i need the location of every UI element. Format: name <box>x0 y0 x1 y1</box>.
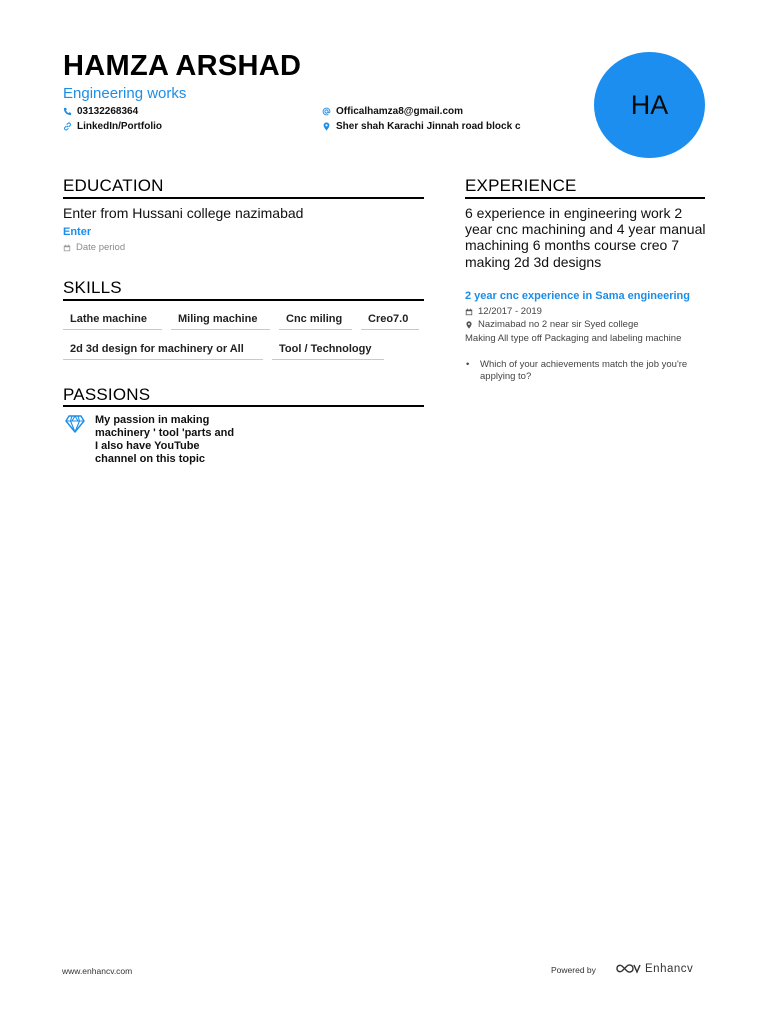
skill-tag: Tool / Technology <box>272 343 384 360</box>
diamond-icon <box>65 415 85 433</box>
email-text: Officalhamza8@gmail.com <box>336 106 464 117</box>
skill-tag: Cnc miling <box>279 313 352 330</box>
skills-heading: SKILLS <box>63 278 122 297</box>
education-degree: Enter <box>63 226 92 238</box>
footer-brand-logo[interactable] <box>615 962 693 975</box>
education-school: Enter from Hussani college nazimabad <box>63 205 304 221</box>
footer-powered-by: Powered by <box>551 965 596 975</box>
experience-location <box>465 319 639 330</box>
location-pin-icon <box>465 321 473 329</box>
phone-icon <box>63 107 72 116</box>
avatar <box>594 52 705 158</box>
skill-tag: 2d 3d design for machinery or All <box>63 343 263 360</box>
location-pin-icon <box>322 122 331 131</box>
experience-company: 2 year cnc experience in Sama engineering <box>465 290 690 302</box>
location-text: Sher shah Karachi Jinnah road block c <box>336 121 521 132</box>
phone-contact[interactable] <box>63 106 138 117</box>
link-contact[interactable] <box>63 121 162 132</box>
avatar-initials: HA <box>630 89 669 120</box>
bullet-dot: • <box>466 359 470 370</box>
skill-tag: Creo7.0 <box>361 313 419 330</box>
education-divider <box>63 197 424 199</box>
experience-date <box>465 306 542 317</box>
passions-divider <box>63 405 424 407</box>
skills-divider <box>63 299 424 301</box>
experience-description: Making All type off Packaging and labeling machine <box>465 333 682 344</box>
skill-tag: Lathe machine <box>63 313 162 330</box>
education-heading: EDUCATION <box>63 176 164 195</box>
education-date-text: Date period <box>76 242 126 253</box>
skill-tag: Miling machine <box>171 313 270 330</box>
calendar-icon <box>465 308 473 316</box>
link-icon <box>63 122 72 131</box>
experience-heading: EXPERIENCE <box>465 176 577 195</box>
experience-date-text: 12/2017 - 2019 <box>478 306 542 317</box>
experience-bullet <box>465 359 705 383</box>
footer-website-link[interactable]: www.enhancv.com <box>62 966 133 976</box>
email-contact[interactable] <box>322 106 463 117</box>
experience-job-title: 6 experience in engineering work 2 year cnc machining and 4 year manual machining 6 months course creo 7 making 2d 3d designs <box>465 205 706 270</box>
footer-brand-name: Enhancv <box>645 962 694 975</box>
enhancv-logo-icon <box>615 962 641 975</box>
at-icon <box>322 107 331 116</box>
resume-role: Engineering works <box>63 85 187 102</box>
passions-heading: PASSIONS <box>63 385 151 404</box>
passion-text: My passion in making machinery ' tool 'parts and I also have YouTube channel on this topic <box>95 414 235 465</box>
phone-text: 03132268364 <box>77 106 139 117</box>
link-text: LinkedIn/Portfolio <box>77 121 162 132</box>
education-date <box>63 242 125 253</box>
calendar-icon <box>63 244 71 252</box>
location-contact <box>322 121 521 132</box>
experience-location-text: Nazimabad no 2 near sir Syed college <box>478 319 639 330</box>
experience-divider <box>465 197 705 199</box>
experience-bullet-text: Which of your achievements match the job you're applying to? <box>480 359 688 382</box>
resume-name: HAMZA ARSHAD <box>63 50 302 82</box>
